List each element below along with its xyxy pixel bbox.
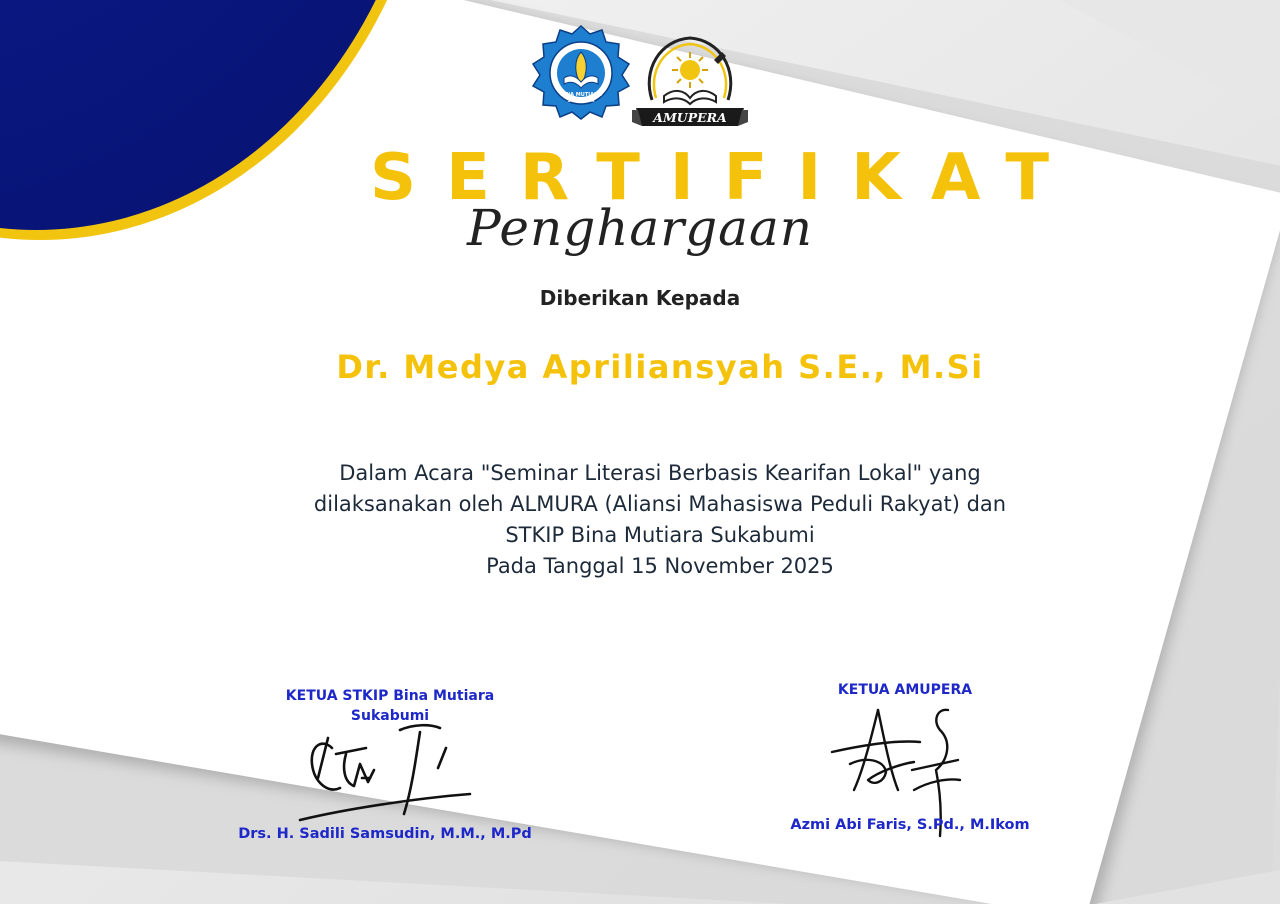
amupera-logo bbox=[630, 30, 750, 130]
left-signatory-title-line2: Sukabumi bbox=[350, 708, 430, 724]
svg-text:BINA MUTIARA: BINA MUTIARA bbox=[560, 92, 602, 98]
recipient-name: Dr. Medya Apriliansyah S.E., M.Si bbox=[336, 348, 984, 386]
certificate-description bbox=[210, 458, 1110, 582]
left-signatory-title-line1: KETUA STKIP Bina Mutiara bbox=[285, 688, 495, 704]
left-signatory-name: Drs. H. Sadili Samsudin, M.M., M.Pd bbox=[238, 826, 532, 842]
svg-text:SUKABUMI: SUKABUMI bbox=[567, 99, 595, 104]
description-line: dilaksanakan oleh ALMURA (Aliansi Mahasiswa Peduli Rakyat) dan bbox=[313, 492, 1007, 516]
svg-text:AMUPERA: AMUPERA bbox=[653, 110, 727, 125]
stkip-bina-mutiara-logo bbox=[530, 24, 632, 120]
description-line: STKIP Bina Mutiara Sukabumi bbox=[505, 523, 815, 547]
certificate-subtitle: Penghargaan bbox=[467, 199, 813, 257]
right-signatory-title: KETUA AMUPERA bbox=[837, 682, 973, 698]
description-line: Pada Tanggal 15 November 2025 bbox=[486, 554, 834, 578]
description-line: Dalam Acara "Seminar Literasi Berbasis Kearifan Lokal" yang bbox=[339, 461, 981, 485]
right-signatory-name: Azmi Abi Faris, S.Pd., M.Ikom bbox=[790, 817, 1030, 833]
given-to-label: Diberikan Kepada bbox=[539, 286, 741, 310]
certificate-title: SERTIFIKAT bbox=[370, 141, 1080, 215]
left-signature bbox=[270, 708, 490, 838]
